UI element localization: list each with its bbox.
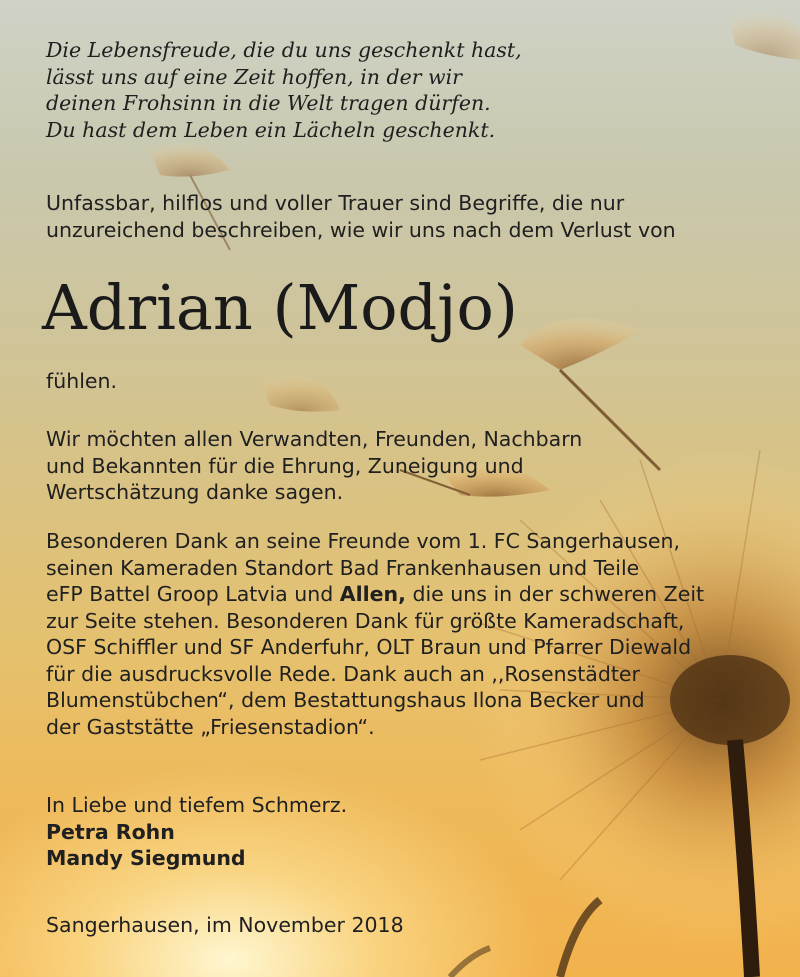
after-name-line: fühlen. (46, 369, 118, 393)
special-thanks-line: für die ausdrucksvolle Rede. Dank auch an ,,Rosenstädter (46, 661, 640, 686)
place-date-line: Sangerhausen, im November 2018 (46, 913, 404, 937)
poem-line: lässt uns auf eine Zeit hoffen, in der wir (46, 64, 462, 89)
special-thanks-text: eFP Battel Groop Latvia und (46, 582, 340, 606)
closing-block (46, 792, 746, 872)
special-thanks-bold: Allen, (339, 582, 406, 606)
intro-line: unzureichend beschreiben, wie wir uns nach dem Verlust von (46, 217, 676, 242)
poem-line: Du hast dem Leben ein Lächeln geschenkt. (46, 117, 496, 142)
poem-line: deinen Frohsinn in die Welt tragen dürfen. (46, 91, 491, 115)
special-thanks-line: der Gaststätte „Friesenstadion“. (46, 714, 375, 739)
thanks-line: und Bekannten für die Ehrung, Zuneigung und (46, 453, 524, 478)
place-date (46, 912, 746, 939)
special-thanks-line (46, 581, 746, 608)
thanks-line: Wir möchten allen Verwandten, Freunden, Nachbarn (46, 427, 583, 451)
poem (46, 37, 586, 143)
deceased-name: Adrian (Modjo) (42, 271, 518, 344)
special-thanks-line: OSF Schiffler und SF Anderfuhr, OLT Braun und Pfarrer Diewald (46, 635, 692, 659)
special-thanks-text: die uns in der schweren Zeit (405, 582, 705, 606)
closing-line: In Liebe und tiefem Schmerz. (46, 793, 348, 817)
thanks-paragraph (46, 426, 746, 506)
thanks-line: Wertschätzung danke sagen. (46, 480, 344, 504)
poem-line: Die Lebensfreude, die du uns geschenkt hast, (46, 38, 522, 62)
intro-paragraph (46, 190, 746, 243)
after-name-text (46, 368, 746, 395)
signature-name: Petra Rohn (46, 819, 175, 844)
intro-line: Unfassbar, hilflos und voller Trauer sind Begriffe, die nur (46, 191, 625, 215)
special-thanks-paragraph (46, 528, 746, 740)
special-thanks-line: Besonderen Dank an seine Freunde vom 1. FC Sangerhausen, (46, 529, 681, 553)
special-thanks-line: Blumenstübchen“, dem Bestattungshaus Ilona Becker und (46, 688, 645, 712)
special-thanks-line: zur Seite stehen. Besonderen Dank für größte Kameradschaft, (46, 608, 685, 633)
special-thanks-line: seinen Kameraden Standort Bad Frankenhausen und Teile (46, 555, 640, 580)
signature-name: Mandy Siegmund (46, 846, 246, 870)
